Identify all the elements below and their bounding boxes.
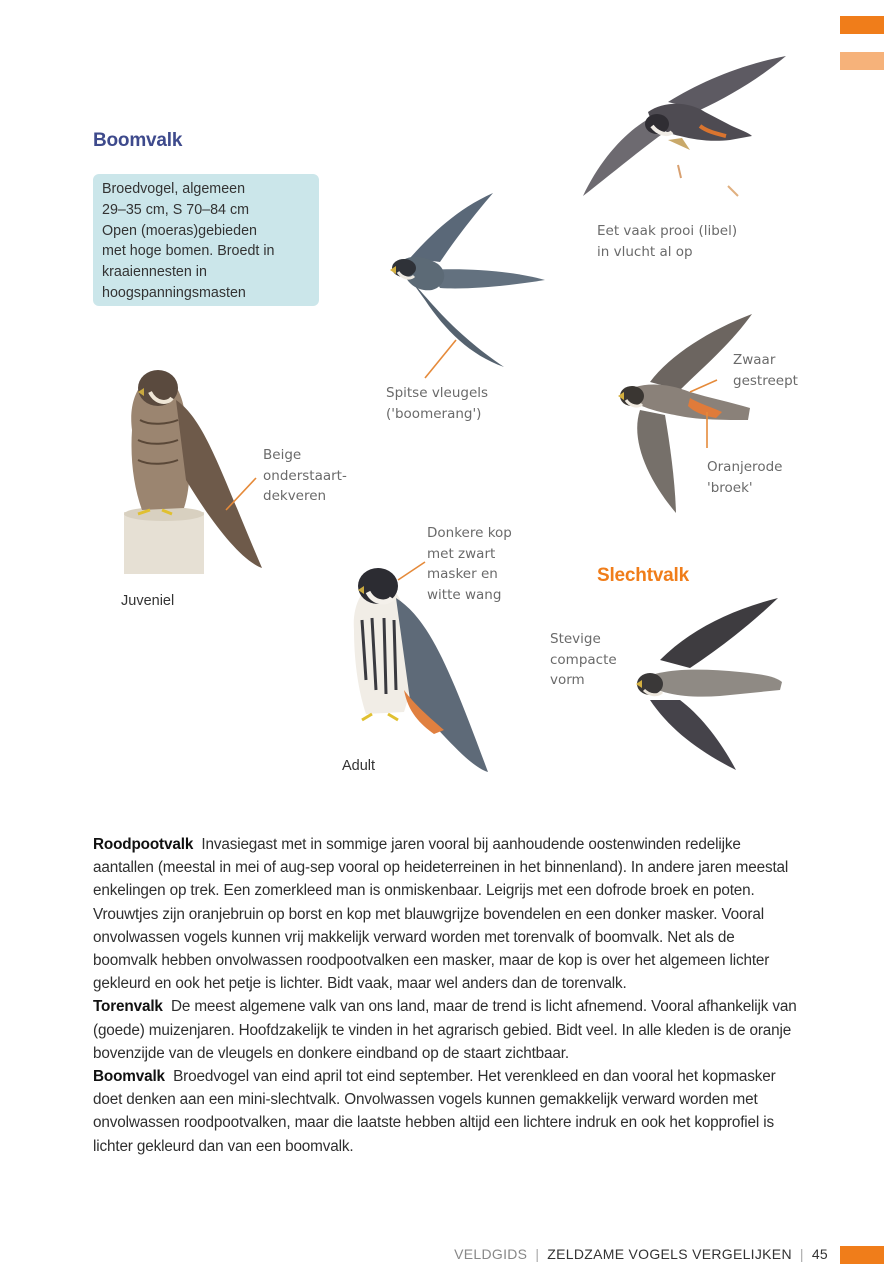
annotation-line: witte wang [427,586,502,603]
footer-separator: | [799,1246,804,1262]
paragraph-roodpootvalk [93,833,798,995]
term-boomvalk: Boomvalk [93,1068,165,1086]
label-juvenile: Juveniel [121,593,175,609]
annotation-line: onderstaart- [263,467,347,484]
footer-section: VELDGIDS [454,1246,528,1262]
annotation-trousers [707,457,782,498]
annotation-line: Spitse vleugels [386,385,489,401]
annotation-line: Zwaar [733,352,776,368]
info-line: Open (moeras)gebieden [102,222,257,239]
annotation-line: Eet vaak prooi (libel) [597,223,738,239]
hobby-eating-prey-illustration [583,56,786,196]
annotation-head [427,523,512,605]
annotation-line: Beige [263,447,302,463]
term-roodpootvalk: Roodpootvalk [93,836,194,853]
annotation-line: Oranjerode [707,459,783,475]
annotation-line: 'broek' [707,479,753,496]
annotation-line: vorm [550,672,585,688]
annotation-streaked [733,350,798,391]
hobby-juvenile-illustration [124,370,262,574]
annotation-prey [597,221,737,262]
paragraph-boomvalk [93,1065,798,1158]
annotation-line: dekveren [263,488,327,504]
term-torenvalk: Torenvalk [93,998,163,1016]
species-title-boomvalk: Boomvalk [93,130,183,151]
annotation-wings [386,383,488,424]
annotation-line: Stevige [550,631,601,647]
annotation-line: masker en [427,566,498,582]
annotation-line: gestreept [733,372,798,389]
footer-chapter: ZELDZAME VOGELS VERGELIJKEN [547,1246,792,1262]
info-line: Broedvogel, algemeen [102,181,246,197]
footer-accent-tab [840,1246,884,1264]
hobby-flight-boomerang-illustration [390,193,545,367]
info-line: met hoge bomen. Broedt in [102,243,275,260]
annotation-line: compacte [550,651,617,668]
annotation-line: in vlucht al op [597,243,693,260]
annotation-line: met zwart [427,545,496,562]
body-text [93,833,798,1158]
annotation-compact [550,629,617,691]
text-boomvalk: Broedvogel van eind april tot eind september. Het verenkleed en dan vooral het kopmasker doet denken aan een mini-slechtvalk. Onvolwassen vogels kunnen gemakkelijk verward worden met onvolwassen roodpootvalken, maar die laatste hebben altijd een lichtere indruk en ook het kopprofiel is lichter gekleurd dan van een boomvalk. [93,1068,776,1155]
annotation-line: ('boomerang') [386,405,482,422]
species-title-slechtvalk: Slechtvalk [597,565,689,586]
annotation-undertail [263,445,347,507]
page-number: 45 [811,1246,828,1262]
annotation-line: Donkere kop [427,525,512,541]
info-line: kraaiennesten in [102,264,207,281]
text-torenvalk: De meest algemene valk van ons land, maar de trend is licht afnemend. Vooral afhankelijk van (goede) muizenjaren. Hoofdzakelijk te vinden in het agrarisch gebied. Bidt veel. In alle kleden is de oranje bovenzijde van de vleugels en donkere eindband op de staart zichtbaar. [93,998,797,1062]
info-line: hoogspanningsmasten [102,284,246,301]
text-roodpootvalk: Invasiegast met in sommige jaren vooral bij aanhoudende oostenwinden redelijke aantallen (meestal in mei of aug-sep vooral op heideterreinen in het binnenland). In andere jaren meestal enkelingen op trek. Een zomerkleed man is onmiskenbaar. Leigrijs met een dofrode broek en poten. Vrouwtjes zijn oranjebruin op borst en kop met blauwgrijze bovendelen en een donker masker. Vooral onvolwassen vogels kunnen vrij makkelijk verward worden met torenvalk of boomvalk. Net als de boomvalk hebben onvolwassen roodpootvalken een masker, maar de kop is over het algemeen lichter gekleurd en ook het petje is lichter. Bidt vaak, maar wel anders dan de torenvalk. [93,836,789,993]
label-adult: Adult [342,758,376,774]
info-line: 29–35 cm, S 70–84 cm [102,201,250,218]
footer-separator: | [535,1246,540,1262]
paragraph-torenvalk [93,995,798,1065]
page-footer [454,1246,828,1262]
peregrine-flight-illustration [636,598,782,770]
